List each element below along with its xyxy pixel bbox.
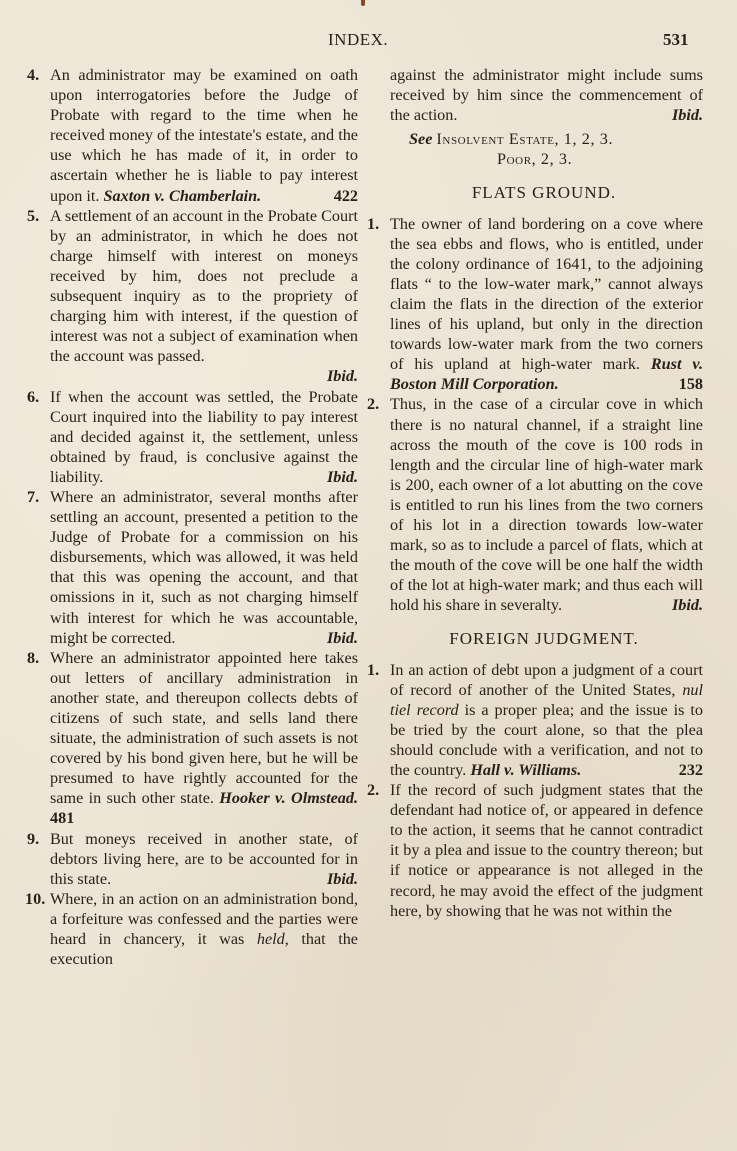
entry-text: Where, in an action on an administration bond, a forfeiture was confessed and the parties were heard in chancery, it was held, that the execution [50,889,358,969]
entry-text: against the administrator might include sums received by him since the commencement of the action. Ibid. [390,66,703,125]
right-column [367,65,703,921]
case-citation: Saxton v. Chamberlain. [103,186,262,205]
ibid-reference: Ibid. [326,467,358,486]
cross-reference-link[interactable]: Insolvent Estate, 1, 2, 3. [436,130,614,149]
section-heading-foreign-judgment: FOREIGN JUDGMENT. [449,629,639,649]
index-entry-10 [27,889,358,969]
entry-text: Where an administrator appointed here takes out letters of ancillary administration in another state, and thereupon collects debts of citizens of such state, and sells land there situate, the administration of such assets is not covered by his bond given here, but he will be presumed to have rightly accounted for the same in such other state. Hooker v. Olmstead. 481 [50,648,358,828]
case-citation: Hall v. Williams. [470,761,582,779]
entry-number: 8. [27,648,40,667]
ibid-reference: Ibid. [326,628,358,647]
entry-number: 1. [367,214,380,233]
continued-entry [367,65,703,125]
binding-mark [361,0,365,6]
entry-number: 2. [367,395,380,414]
page-title: INDEX. [328,30,389,49]
index-entry-8 [27,648,358,829]
ibid-reference: Ibid. [671,106,703,125]
entry-text: If the record of such judgment states that the defendant had notice of, or appeared in defence to the action, it seems that he cannot contradict it by a plea and issue to the country thereon; but if notice or appearance is not alleged in the record, he may avoid the effect of the judgment here, by showing that he was not within the [390,781,703,920]
case-citation: Hooker v. Olmstead. [219,789,358,808]
flats-entry-1 [367,214,703,395]
page-reference: 158 [678,375,703,394]
cross-reference [367,129,703,169]
entry-text: But moneys received in another state, of debtors living here, are to be accounted for in this state. Ibid. [50,829,358,888]
see-label: See [409,130,433,149]
section-heading-flats-ground: FLATS GROUND. [471,183,617,203]
entry-number: 4. [27,66,40,84]
entry-text: Where an administrator, several months after settling an account, presented a petition to the Judge of Probate for a commission on his disbursements, which was allowed, it was held that this was opening the account, and that omissions in it, such as not charging himself with interest for which he was accountable, might be corrected. Ibid. [50,487,358,647]
index-entry-4 [27,65,358,206]
entry-number: 10. [25,889,46,908]
foreign-judgment-entry-1 [367,660,703,781]
page-reference: 232 [678,761,703,779]
entry-number: 1. [367,660,380,679]
running-head [0,30,737,54]
cross-reference-link[interactable]: Poor, 2, 3. [497,150,573,169]
page-reference: 481 [50,809,75,828]
entry-text: Thus, in the case of a circular cove in which there is no natural channel, if a straight line across the mouth of the cove is 100 rods in length and the circular line of high-water mark is 200, each owner of a lot abutting on the cove is entitled to run his lines from the two corners of his lot in a direction towards low-water mark, so as to include a parcel of flats, which at the mouth of the cove will be one half the width of the lot at high-water mark; and thus each will hold his share in severalty. Ibid. [390,395,703,615]
entry-text: If when the account was settled, the Probate Court inquired into the liability to pay interest and decided against it, the settlement, unless obtained by fraud, is conclusive against the liability. Ibid. [50,387,358,486]
ibid-reference: Ibid. [326,869,358,888]
entry-text: The owner of land bordering on a cove where the sea ebbs and flows, who is entitled, under the colony ordinance of 1641, to the adjoining flats “ to the low-water mark,” cannot always claim the flats in the direction of the exterior lines of his upland, but only in the direction towards low-water mark from the two corners of his upland at high-water mark. Rust v. Boston Mill Corporation. 158 [390,214,703,394]
index-entry-6 [27,387,358,487]
entry-text: A settlement of an account in the Probate Court by an administrator, in which he does not charge himself with interest on moneys received by him, does not preclude a subsequent inquiry as to the propriety of charging him with interest, if the question of interest was not a subject of examination when the account was passed. [50,206,358,366]
entry-number: 5. [27,206,40,225]
entry-number: 9. [27,829,40,848]
foreign-judgment-entry-2 [367,780,703,921]
left-column [27,65,358,969]
entry-number: 7. [27,487,40,506]
entry-text: An administrator may be examined on oath upon interrogatories before the Judge of Probate with regard to the time when he received money of the intestate's estate, and the use which he has made of it, in order to ascertain whether he is liable to pay interest upon it. Saxton v. Chamberlain. 422 [50,66,358,205]
italic-term: held [256,930,285,949]
entry-number: 6. [27,387,40,406]
page-number: 531 [663,30,689,49]
flats-entry-2 [367,394,703,615]
index-entry-9 [27,829,358,889]
italic-term: nul tiel record [390,680,703,719]
entry-text: In an action of debt upon a judgment of a court of record of another of the United States, nul tiel record is a proper plea; and the issue is to be tried by the court alone, so that the plea should conclude with a verification, and not to the country. Hall v. Williams. 232 [390,660,703,779]
ibid-reference: Ibid. [326,367,358,386]
case-citation: Rust v. Boston Mill Corporation. [390,355,703,394]
index-entry-5 [27,206,358,387]
entry-number: 2. [367,781,380,800]
index-entry-7 [27,487,358,648]
ibid-reference: Ibid. [671,596,703,615]
page-reference: 422 [333,186,358,205]
